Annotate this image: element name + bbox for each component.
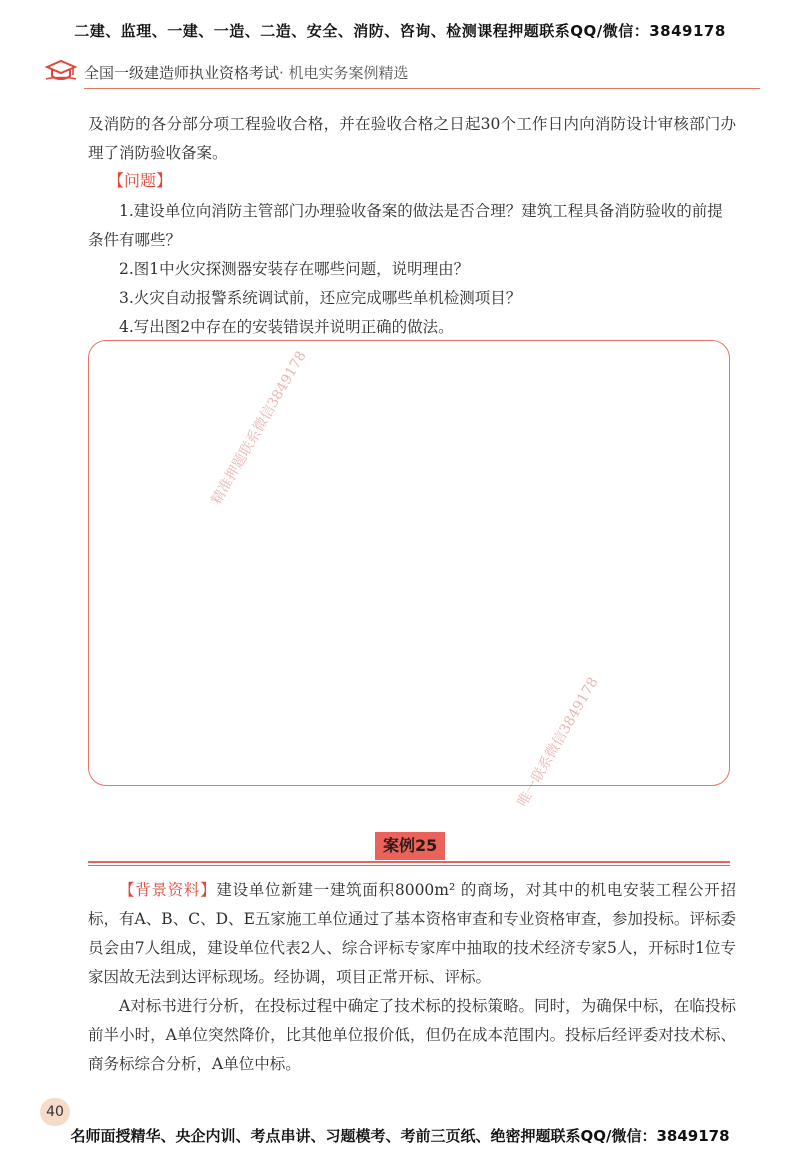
header-title bbox=[84, 62, 409, 83]
case-rule bbox=[88, 865, 730, 866]
header-title-main: 全国一级建造师执业资格考试 bbox=[84, 64, 280, 82]
background-paragraph-1 bbox=[88, 876, 736, 992]
question-4: 4.写出图2中存在的安装错误并说明正确的做法。 bbox=[119, 318, 454, 336]
case-heading bbox=[88, 832, 730, 864]
question-2: 2.图1中火灾探测器安装存在哪些问题，说明理由？ bbox=[119, 260, 470, 278]
watermark: 精准押题联系微信3849178 bbox=[208, 348, 310, 508]
intro-paragraph: 及消防的各分部分项工程验收合格，并在验收合格之日起30个工作日内向消防设计审核部门办理了消防验收备案。 bbox=[88, 115, 736, 162]
case-title: 案例25 bbox=[375, 832, 445, 860]
question-1: 1.建设单位向消防主管部门办理验收备案的做法是否合理？建筑工程具备消防验收的前提条件有哪些？ bbox=[88, 202, 723, 249]
question-3: 3.火灾自动报警系统调试前，还应完成哪些单机检测项目？ bbox=[119, 289, 522, 307]
watermark: 唯一联系微信3849178 bbox=[514, 674, 602, 810]
running-header bbox=[44, 55, 760, 95]
bottom-banner: 名师面授精华、央企内训、考点串讲、习题模考、考前三页纸、绝密押题联系QQ/微信：3849178 bbox=[70, 1127, 730, 1145]
case-rule bbox=[88, 861, 730, 863]
background-tag: 【背景资料】 bbox=[119, 881, 217, 899]
background-text-1: 建设单位新建一建筑面积8000m² 的商场，对其中的机电安装工程公开招标，有A、B、C、D、E五家施工单位通过了基本资格审查和专业资格审查，参加投标。评标委员会由7人组成，建设单位代表2人、综合评标专家库中抽取的技术经济专家5人，开标时1位专家因故无法到达评标现场。经协调，项目正常开标、评标。 bbox=[88, 881, 736, 986]
background-paragraph-2: A对标书进行分析，在投标过程中确定了技术标的投标策略。同时，为确保中标，在临投标前半小时，A单位突然降价，比其他单位报价低，但仍在成本范围内。投标后经评委对技术标、商务标综合分析，A单位中标。 bbox=[88, 997, 736, 1073]
questions-tag: 【问题】 bbox=[108, 171, 173, 190]
header-subtitle: · 机电实务案例精选 bbox=[279, 64, 409, 82]
top-banner: 二建、监理、一建、一造、二造、安全、消防、咨询、检测课程押题联系QQ/微信：3849178 bbox=[74, 22, 726, 40]
graduation-cap-icon bbox=[44, 57, 78, 85]
header-rule bbox=[84, 88, 760, 89]
page-number: 40 bbox=[40, 1098, 70, 1126]
answer-box bbox=[88, 340, 730, 786]
